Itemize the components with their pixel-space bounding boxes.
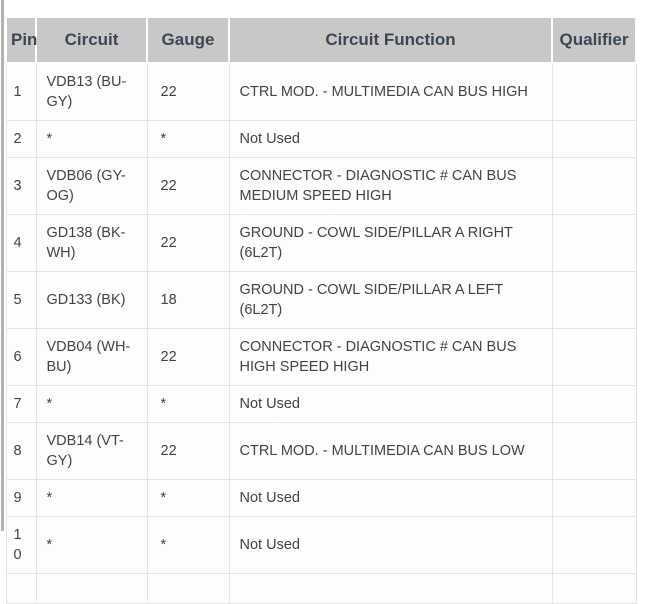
table-row [6, 63, 636, 121]
cell-qualifier [552, 423, 636, 480]
cell-pin: 5 [6, 272, 36, 329]
table-row [6, 272, 636, 329]
column-header-qualifier: Qualifier [552, 17, 636, 63]
cell-circuit: VDB13 (BU-GY) [36, 63, 147, 121]
header-row [6, 17, 636, 63]
cell-circuit: GD138 (BK-WH) [36, 215, 147, 272]
cell-circuit: * [36, 121, 147, 158]
cell-pin: 1 [6, 63, 36, 121]
cell-circuit: VDB06 (GY-OG) [36, 158, 147, 215]
cell-qualifier [552, 574, 636, 604]
cell-function: CONNECTOR - DIAGNOSTIC # CAN BUS HIGH SPEED HIGH [229, 329, 552, 386]
table-row [6, 386, 636, 423]
cell-circuit: VDB14 (VT-GY) [36, 423, 147, 480]
cell-qualifier [552, 386, 636, 423]
cell-gauge: 22 [147, 329, 229, 386]
cell-gauge: 22 [147, 215, 229, 272]
cell-qualifier [552, 517, 636, 574]
cell-function: CTRL MOD. - MULTIMEDIA CAN BUS HIGH [229, 63, 552, 121]
table-row [6, 329, 636, 386]
cell-pin [6, 574, 36, 604]
column-header-gauge: Gauge [147, 17, 229, 63]
column-header-function: Circuit Function [229, 17, 552, 63]
cell-function: GROUND - COWL SIDE/PILLAR A LEFT (6L2T) [229, 272, 552, 329]
column-header-pin: Pin [6, 17, 36, 63]
table-row [6, 158, 636, 215]
cell-qualifier [552, 215, 636, 272]
cell-pin: 10 [6, 517, 36, 574]
cell-pin: 3 [6, 158, 36, 215]
cell-circuit: * [36, 517, 147, 574]
cell-qualifier [552, 121, 636, 158]
cell-qualifier [552, 158, 636, 215]
cell-pin: 4 [6, 215, 36, 272]
cell-pin: 6 [6, 329, 36, 386]
cell-function: Not Used [229, 386, 552, 423]
cell-qualifier [552, 63, 636, 121]
cell-gauge: 22 [147, 63, 229, 121]
table-row-partial [6, 574, 636, 604]
cell-circuit: * [36, 480, 147, 517]
cell-gauge: 22 [147, 158, 229, 215]
cell-function: Not Used [229, 517, 552, 574]
cell-gauge: * [147, 480, 229, 517]
cell-pin: 8 [6, 423, 36, 480]
cell-qualifier [552, 480, 636, 517]
cell-gauge [147, 574, 229, 604]
cell-function: CTRL MOD. - MULTIMEDIA CAN BUS LOW [229, 423, 552, 480]
cell-gauge: 22 [147, 423, 229, 480]
cell-gauge: * [147, 386, 229, 423]
cell-function: GROUND - COWL SIDE/PILLAR A RIGHT (6L2T) [229, 215, 552, 272]
table-row [6, 215, 636, 272]
pinout-table-body [6, 63, 636, 604]
table-row [6, 517, 636, 574]
cell-circuit: * [36, 386, 147, 423]
cell-function: Not Used [229, 480, 552, 517]
left-edge-strip [1, 0, 4, 531]
cell-gauge: * [147, 517, 229, 574]
cell-pin: 9 [6, 480, 36, 517]
table-row [6, 121, 636, 158]
column-header-circuit: Circuit [36, 17, 147, 63]
cell-pin: 2 [6, 121, 36, 158]
cell-function [229, 574, 552, 604]
cell-qualifier [552, 329, 636, 386]
cell-gauge: * [147, 121, 229, 158]
table-row [6, 480, 636, 517]
cell-circuit [36, 574, 147, 604]
cell-function: CONNECTOR - DIAGNOSTIC # CAN BUS MEDIUM SPEED HIGH [229, 158, 552, 215]
cell-function: Not Used [229, 121, 552, 158]
cell-circuit: GD133 (BK) [36, 272, 147, 329]
pinout-table [5, 16, 637, 604]
cell-circuit: VDB04 (WH-BU) [36, 329, 147, 386]
cell-pin: 7 [6, 386, 36, 423]
table-row [6, 423, 636, 480]
cell-gauge: 18 [147, 272, 229, 329]
cell-qualifier [552, 272, 636, 329]
